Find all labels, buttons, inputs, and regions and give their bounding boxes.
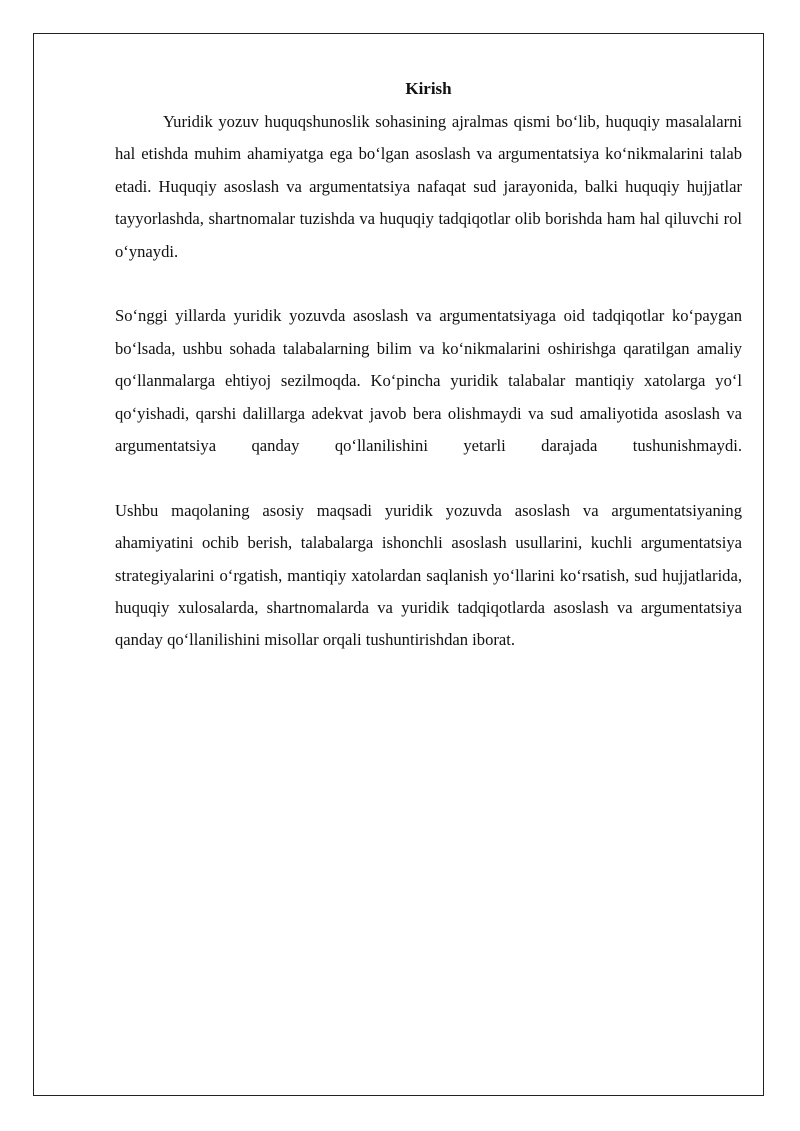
paragraph-3: Ushbu maqolaning asosiy maqsadi yuridik yozuvda asoslash va argumentatsiyaning ahamiyatini ochib berish, talabalarga ishonchli asoslash usullarini, kuchli argumentatsiya strategiyalarini o‘rgatish, mantiqiy xatolardan saqlanish yo‘llarini ko‘rsatish, sud hujjatlarida, huquqiy xulosalarda, shartnomalarda va yuridik tadqiqotlarda asoslash va argumentatsiya qanday qo‘llanilishini misollar orqali tushuntirishdan iborat. (115, 500, 742, 650)
paragraph-gap (115, 462, 742, 494)
document-body (115, 74, 742, 657)
document-title: Kirish (405, 79, 452, 98)
paragraph-1: Yuridik yozuv huquqshunoslik sohasining ajralmas qismi bo‘lib, huquqiy masalalarni hal etishda muhim ahamiyatga ega bo‘lgan asoslash va argumentatsiya ko‘nikmalarini talab etadi. Huquqiy asoslash va argumentatsiya nafaqat sud jarayonida, balki huquqiy hujjatlar tayyorlashda, shartnomalar tuzishda va huquqiy tadqiqotlar olib borishda ham hal qiluvchi rol o‘ynaydi. (115, 112, 742, 261)
paragraph-gap (115, 268, 742, 300)
paragraph-2: So‘nggi yillarda yuridik yozuvda asoslash va argumentatsiyaga oid tadqiqotlar ko‘paygan bo‘lsada, ushbu sohada talabalarning bilim va ko‘nikmalarini oshirishga qaratilgan amaliy qo‘llanmalarga ehtiyoj sezilmoqda. Ko‘pincha yuridik talabalar mantiqiy xatolarga yo‘l qo‘yishadi, qarshi dalillarga adekvat javob bera olishmaydi va sud amaliyotida asoslash va argumentatsiya qanday qo‘llanilishini yetarli darajada tushunishmaydi. (115, 306, 742, 456)
